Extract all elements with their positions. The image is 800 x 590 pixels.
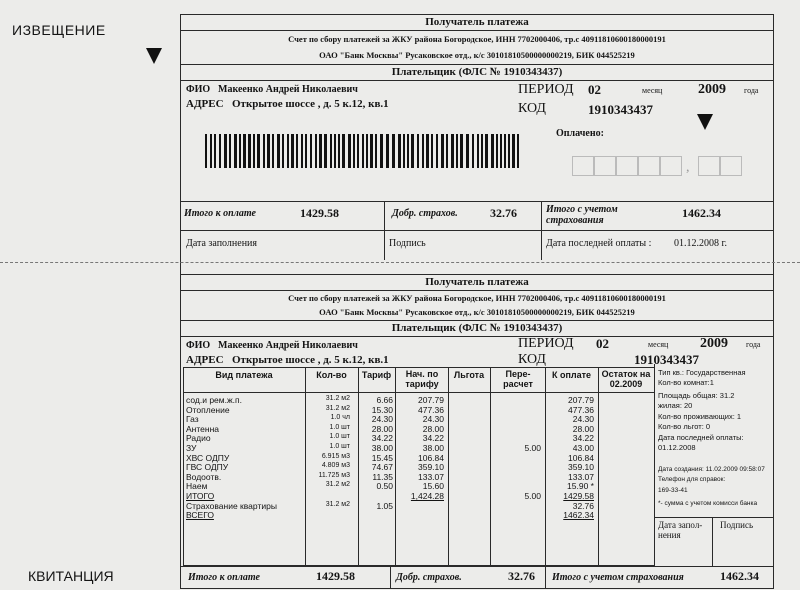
info-line: 169-33-41 bbox=[658, 487, 688, 494]
cell-charged: 15.60 bbox=[422, 481, 444, 492]
cell-service: ВСЕГО bbox=[186, 510, 214, 521]
info-line: Тип кв.: Государственная bbox=[658, 368, 746, 377]
with-insurance-bottom: 1462.34 bbox=[720, 569, 759, 583]
arrow-down-icon bbox=[697, 114, 713, 130]
cell-charged: 1,424.28 bbox=[410, 491, 444, 501]
insurance-label-top: Добр. страхов. bbox=[392, 208, 458, 219]
barcode bbox=[205, 134, 523, 168]
cell-to-pay: 477.36 bbox=[568, 404, 594, 415]
cell-service: Отопление bbox=[186, 404, 230, 415]
fio-top: Макеенко Андрей Николаевич bbox=[218, 84, 358, 95]
info-line: Дата создания: 11.02.2009 09:58:07 bbox=[658, 466, 765, 473]
month-label-top: месяц bbox=[642, 86, 663, 95]
month-bottom: 02 bbox=[596, 336, 609, 351]
notice-label: ИЗВЕЩЕНИЕ bbox=[12, 22, 106, 38]
total-label-top: Итого к оплате bbox=[184, 208, 256, 219]
cell-tariff: 74.67 bbox=[371, 462, 393, 473]
info-line: Телефон для справок: bbox=[658, 476, 726, 483]
cell-service: Антенна bbox=[186, 423, 220, 434]
cell-tariff: 28.00 bbox=[371, 423, 393, 434]
cell-to-pay: 359.10 bbox=[568, 462, 594, 473]
fill-date-label2-bottom: нения bbox=[658, 530, 681, 540]
cell-qty: 6.915 м3 bbox=[321, 452, 350, 460]
cell-service: Водоотв. bbox=[186, 471, 222, 482]
cell-tariff: 11.35 bbox=[372, 471, 393, 482]
total-top: 1429.58 bbox=[300, 206, 339, 220]
arrow-down-icon bbox=[146, 48, 162, 64]
cell-charged: 24.30 bbox=[422, 414, 444, 425]
fio-label-top: ФИО bbox=[186, 84, 211, 95]
cell-service: ХВС ОДПУ bbox=[186, 452, 230, 463]
insurance-label-bottom: Добр. страхов. bbox=[396, 572, 462, 583]
cell-qty: 31.2 м2 bbox=[325, 404, 350, 412]
cell-to-pay: 207.79 bbox=[568, 395, 594, 405]
recipient-line1-bottom: Счет по сбору платежей за ЖКУ района Богородское, ИНН 7702000406, тр.с 40911810600180000191 bbox=[288, 293, 666, 303]
info-line: жилая: 20 bbox=[658, 401, 693, 410]
fio-label-bottom: ФИО bbox=[186, 340, 211, 351]
address-bottom: Открытое шоссе , д. 5 к.12, кв.1 bbox=[232, 354, 389, 366]
cell-charged: 359.10 bbox=[418, 462, 444, 473]
cell-to-pay: 24.30 bbox=[572, 414, 594, 425]
cell-tariff: 24.30 bbox=[371, 414, 393, 425]
cell-tariff: 0.50 bbox=[376, 481, 393, 492]
with-insurance-label1-top: Итого с учетом bbox=[546, 204, 618, 215]
info-line: Дата последней оплаты: bbox=[658, 433, 744, 442]
cell-service: Наем bbox=[186, 481, 208, 492]
payer-title-top: Плательщик (ФЛС № 1910343437) bbox=[391, 66, 563, 78]
signature-label-bottom: Подпись bbox=[720, 520, 754, 530]
cell-to-pay: 106.84 bbox=[568, 452, 594, 463]
cell-service: ЗУ bbox=[186, 443, 197, 453]
year-label-bottom: года bbox=[746, 340, 761, 349]
signature-label-top: Подпись bbox=[389, 238, 426, 249]
fio-bottom: Макеенко Андрей Николаевич bbox=[218, 340, 358, 351]
recipient-line1-top: Счет по сбору платежей за ЖКУ района Богородское, ИНН 7702000406, тр.с 40911810600180000191 bbox=[288, 34, 666, 44]
fill-date-label-top: Дата заполнения bbox=[186, 238, 257, 249]
payer-title-bottom: Плательщик (ФЛС № 1910343437) bbox=[391, 322, 563, 334]
info-line: 01.12.2008 bbox=[658, 443, 696, 452]
info-line: Кол-во льгот: 0 bbox=[658, 422, 711, 431]
code-label-bottom: КОД bbox=[518, 352, 546, 367]
cell-to-pay: 34.22 bbox=[572, 433, 594, 444]
info-line: Площадь общая: 31.2 bbox=[658, 391, 735, 400]
cell-to-pay: 133.07 bbox=[568, 471, 594, 482]
cell-to-pay: 1429.58 bbox=[563, 491, 594, 501]
info-line: Кол-во комнат:1 bbox=[658, 378, 714, 387]
cell-qty: 31.2 м2 bbox=[325, 395, 350, 402]
period-label-bottom: ПЕРИОД bbox=[518, 336, 574, 351]
cell-charged: 106.84 bbox=[418, 452, 444, 463]
col-header-tariff: Тариф bbox=[361, 370, 392, 380]
cell-recalc: 5.00 bbox=[524, 443, 541, 453]
cell-charged: 477.36 bbox=[418, 404, 444, 415]
col-header-service: Вид платежа bbox=[215, 370, 273, 380]
address-top: Открытое шоссе , д. 5 к.12, кв.1 bbox=[232, 98, 389, 110]
cell-service: ИТОГО bbox=[186, 491, 215, 501]
code-bottom: 1910343437 bbox=[634, 352, 699, 367]
cell-charged: 38.00 bbox=[422, 443, 444, 453]
cell-to-pay: 15.90 * bbox=[567, 481, 594, 492]
recipient-line2-bottom: ОАО "Банк Москвы" Русаковское отд., к/с 30101810500000000219, БИК 044525219 bbox=[319, 307, 635, 317]
with-insurance-label2-top: страхования bbox=[546, 215, 604, 226]
cell-qty: 31.2 м2 bbox=[325, 500, 350, 508]
last-payment-top: 01.12.2008 г. bbox=[674, 238, 727, 249]
info-line: Кол-во проживающих: 1 bbox=[658, 412, 742, 421]
cell-qty: 4.809 м3 bbox=[321, 462, 350, 470]
address-label-bottom: АДРЕС bbox=[186, 354, 224, 366]
recipient-line2-top: ОАО "Банк Москвы" Русаковское отд., к/с 30101810500000000219, БИК 044525219 bbox=[319, 50, 635, 60]
cell-service: Страхование квартиры bbox=[186, 500, 277, 511]
cell-to-pay: 1462.34 bbox=[563, 510, 594, 521]
insurance-top: 32.76 bbox=[490, 206, 517, 220]
cell-service: ГВС ОДПУ bbox=[186, 462, 229, 473]
with-insurance-label-bottom: Итого с учетом страхования bbox=[552, 572, 684, 583]
col-header-charged: Нач. по тарифу bbox=[405, 369, 439, 389]
recipient-title-bottom: Получатель платежа bbox=[425, 276, 529, 288]
fill-date-label1-bottom: Дата запол- bbox=[658, 520, 703, 530]
total-label-bottom: Итого к оплате bbox=[188, 572, 260, 583]
col-header-recalc: Пере-расчет bbox=[503, 369, 533, 389]
cell-recalc: 5.00 bbox=[524, 491, 541, 501]
cell-qty: 1.0 шт bbox=[329, 443, 350, 450]
cell-tariff: 34.22 bbox=[371, 433, 393, 444]
col-header-to-pay: К оплате bbox=[551, 370, 592, 380]
cell-service: сод.и рем.ж.п. bbox=[186, 395, 242, 405]
cell-qty: 1.0 чл bbox=[330, 414, 350, 422]
col-header-benefit: Льгота bbox=[453, 370, 485, 380]
cell-charged: 28.00 bbox=[422, 423, 444, 434]
cell-tariff: 1.05 bbox=[376, 500, 393, 511]
period-label-top: ПЕРИОД bbox=[518, 82, 574, 97]
cell-tariff: 38.00 bbox=[371, 443, 393, 453]
cell-qty: 31.2 м2 bbox=[325, 481, 350, 489]
month-top: 02 bbox=[588, 82, 601, 97]
insurance-bottom: 32.76 bbox=[508, 569, 535, 583]
year-label-top: года bbox=[744, 86, 759, 95]
info-line: *- сумма с учетом комисси банка bbox=[658, 500, 758, 507]
cell-tariff: 15.45 bbox=[371, 452, 393, 463]
cell-charged: 133.07 bbox=[418, 471, 444, 482]
month-label-bottom: месяц bbox=[648, 340, 669, 349]
paid-amount-boxes: , bbox=[572, 156, 772, 176]
total-bottom: 1429.58 bbox=[316, 569, 355, 583]
code-top: 1910343437 bbox=[588, 102, 653, 117]
cell-charged: 34.22 bbox=[422, 433, 444, 444]
last-payment-label-top: Дата последней оплаты : bbox=[546, 238, 652, 249]
recipient-title-top: Получатель платежа bbox=[425, 16, 529, 28]
cell-tariff: 6.66 bbox=[376, 395, 393, 405]
address-label-top: АДРЕС bbox=[186, 98, 224, 110]
paid-label: Оплачено: bbox=[556, 128, 604, 139]
with-insurance-top: 1462.34 bbox=[682, 206, 721, 220]
cell-qty: 1.0 шт bbox=[329, 423, 350, 431]
col-header-rest: Остаток на 02.2009 bbox=[601, 369, 651, 389]
year-top: 2009 bbox=[698, 82, 726, 97]
cell-to-pay: 43.00 bbox=[572, 443, 594, 453]
col-header-qty: Кол-во bbox=[316, 370, 347, 380]
cell-qty: 1.0 шт bbox=[329, 433, 350, 441]
code-label-top: КОД bbox=[518, 101, 546, 116]
cell-service: Газ bbox=[186, 414, 199, 425]
cell-to-pay: 28.00 bbox=[572, 423, 594, 434]
year-bottom: 2009 bbox=[700, 336, 728, 351]
cell-service: Радио bbox=[186, 433, 211, 444]
cell-tariff: 15.30 bbox=[371, 404, 393, 415]
cell-charged: 207.79 bbox=[418, 395, 444, 405]
receipt-label: КВИТАНЦИЯ bbox=[28, 568, 114, 584]
cell-qty: 11.725 м3 bbox=[318, 471, 350, 479]
cell-to-pay: 32.76 bbox=[572, 500, 594, 511]
